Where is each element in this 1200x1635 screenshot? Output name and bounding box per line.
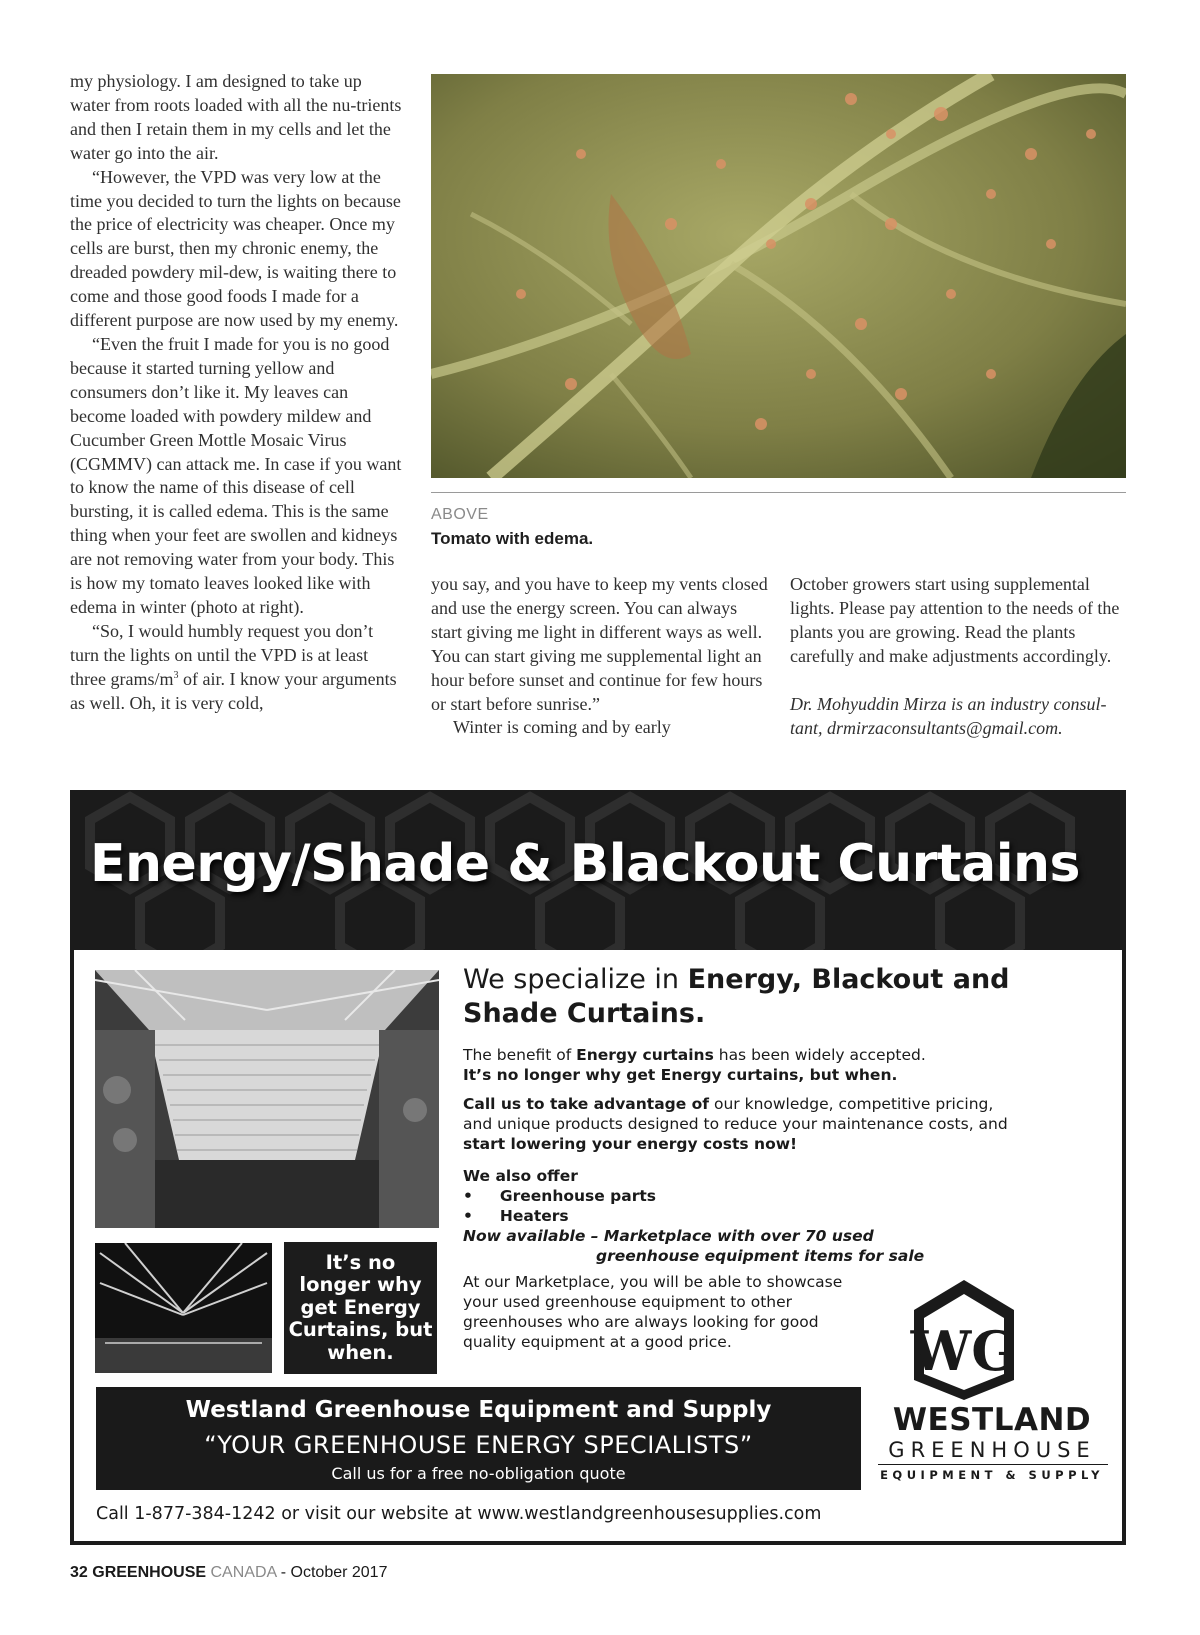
bullet-icon: • xyxy=(463,1207,500,1225)
offer-item-text: Greenhouse parts xyxy=(499,1187,657,1205)
logo-wordmark: WESTLAND xyxy=(892,1402,1092,1438)
paragraph-text: “So, I would humbly request you don’t turn the lights on until the VPD is at least three grams/m xyxy=(70,620,374,689)
subheadline-bold: Energy, Blackout and Shade Curtains. xyxy=(463,964,1010,1029)
greenhouse-curtain-photo xyxy=(95,970,439,1228)
company-slogan: “YOUR GREENHOUSE ENERGY SPECIALISTS” xyxy=(204,1431,753,1459)
ad-subheadline xyxy=(463,963,1023,1031)
page-number: 32 xyxy=(70,1564,88,1581)
article-column-3 xyxy=(790,573,1126,740)
caption-label: ABOVE xyxy=(431,506,489,523)
marketplace-line: Now available – Marketplace with over 70 used xyxy=(463,1227,874,1245)
contact-line[interactable]: Call 1-877-384-1242 or visit our website at www.westlandgreenhousesupplies.com xyxy=(96,1504,822,1524)
callout-text: It’s no longer why get Energy Curtains, but when. xyxy=(288,1250,433,1364)
issue-date: - October 2017 xyxy=(280,1564,388,1581)
ad-callout-box xyxy=(284,1242,437,1374)
westland-logo-icon xyxy=(894,1280,1034,1400)
logo-wordmark-sub: GREENHOUSE xyxy=(888,1438,1096,1462)
offer-item xyxy=(463,1187,656,1205)
text-bold: start lowering your energy costs now! xyxy=(463,1135,798,1153)
logo-rule xyxy=(878,1464,1108,1465)
advertisement xyxy=(70,790,1126,1545)
paragraph: my physiology. I am designed to take up water from roots loaded with all the nu-trients and then I retain them in my cells and let the water go into the air. xyxy=(70,71,402,163)
logo-tagline: EQUIPMENT & SUPPLY xyxy=(880,1468,1104,1482)
text: our knowledge, competitive pricing, and unique products designed to reduce your maintenance costs, and xyxy=(463,1095,1008,1133)
ad-paragraph-marketplace: At our Marketplace, you will be able to showcase your used greenhouse equipment to other greenhouses who are always looking for good quality equipment at a good price. xyxy=(463,1273,843,1351)
leaf-photo xyxy=(431,74,1126,478)
ad-offer-list xyxy=(463,1166,1023,1266)
caption-text: Tomato with edema. xyxy=(431,529,594,548)
text: has been widely accepted. xyxy=(713,1046,926,1064)
text-bold: Call us to take advantage of xyxy=(463,1095,710,1113)
greenhouse-lights-photo xyxy=(95,1243,272,1373)
offer-title: We also offer xyxy=(463,1167,578,1185)
text-bold: Energy curtains xyxy=(576,1046,714,1064)
ad-headline: Energy/Shade & Blackout Curtains xyxy=(90,834,1081,894)
offer-item xyxy=(463,1207,569,1225)
quote-line: Call us for a free no-obligation quote xyxy=(331,1464,626,1483)
greenhouse-interior-icon xyxy=(95,970,439,1228)
publication-name: GREENHOUSE xyxy=(92,1564,207,1581)
paragraph: Winter is coming and by early xyxy=(453,717,671,738)
subheadline-lead: We specialize in xyxy=(463,964,688,995)
ad-company-bar xyxy=(96,1387,861,1490)
greenhouse-lights-icon xyxy=(95,1243,272,1373)
paragraph: you say, and you have to keep my vents closed and use the energy screen. You can always start giving me light in different ways as well. You can start giving me supplemental light an hour before sunset and continue for few hours or start before sunrise.” xyxy=(431,574,768,714)
logo-monogram: WG xyxy=(910,1319,1018,1383)
ad-paragraph-benefit xyxy=(463,1045,1023,1085)
author-bio: Dr. Mohyuddin Mirza is an industry consul-tant, drmirzaconsultants@gmail.com. xyxy=(790,693,1107,738)
company-name: Westland Greenhouse Equipment and Supply xyxy=(185,1397,772,1423)
paragraph-text: of air. I know your arguments as well. Oh, it is very cold, xyxy=(70,668,397,713)
publication-name-light: CANADA xyxy=(210,1564,277,1581)
article-column-1 xyxy=(70,70,406,715)
article-column-2 xyxy=(431,573,771,740)
paragraph: “However, the VPD was very low at the time you decided to turn the lights on because the price of electricity was cheaper. Once my cells are burst, then my chronic enemy, the dreaded powdery mil-dew, is waiting there to come and those good foods I made for a different purpose are now used by my enemy. xyxy=(70,166,401,331)
bullet-icon: • xyxy=(463,1187,500,1205)
caption-rule xyxy=(431,492,1126,493)
marketplace-line: greenhouse equipment items for sale xyxy=(596,1247,925,1265)
superscript: 3 xyxy=(173,669,179,681)
leaf-photo-icon xyxy=(431,74,1126,478)
paragraph: October growers start using supplemental lights. Please pay attention to the needs of the plants you are growing. Read the plants carefully and make adjustments accordingly. xyxy=(790,574,1120,666)
paragraph xyxy=(70,620,406,716)
ad-panel xyxy=(74,950,1122,1541)
page-footer xyxy=(70,1564,387,1582)
paragraph: “Even the fruit I made for you is no good because it started turning yellow and consumers don’t like it. My leaves can become loaded with powdery mildew and Cucumber Green Mottle Mosaic Virus (CGMMV) can attack me. In case if you want to know the name of this disease of cell bursting, it is called edema. This is the same thing when your feet are swollen and kidneys are not removing water from your body. This is how my tomato leaves looked like with edema in winter (photo at right). xyxy=(70,333,402,617)
text: The benefit of xyxy=(463,1046,577,1064)
ad-paragraph-call xyxy=(463,1094,1023,1154)
offer-item-text: Heaters xyxy=(499,1207,569,1225)
text-bold: It’s no longer why get Energy curtains, but when. xyxy=(463,1066,898,1084)
